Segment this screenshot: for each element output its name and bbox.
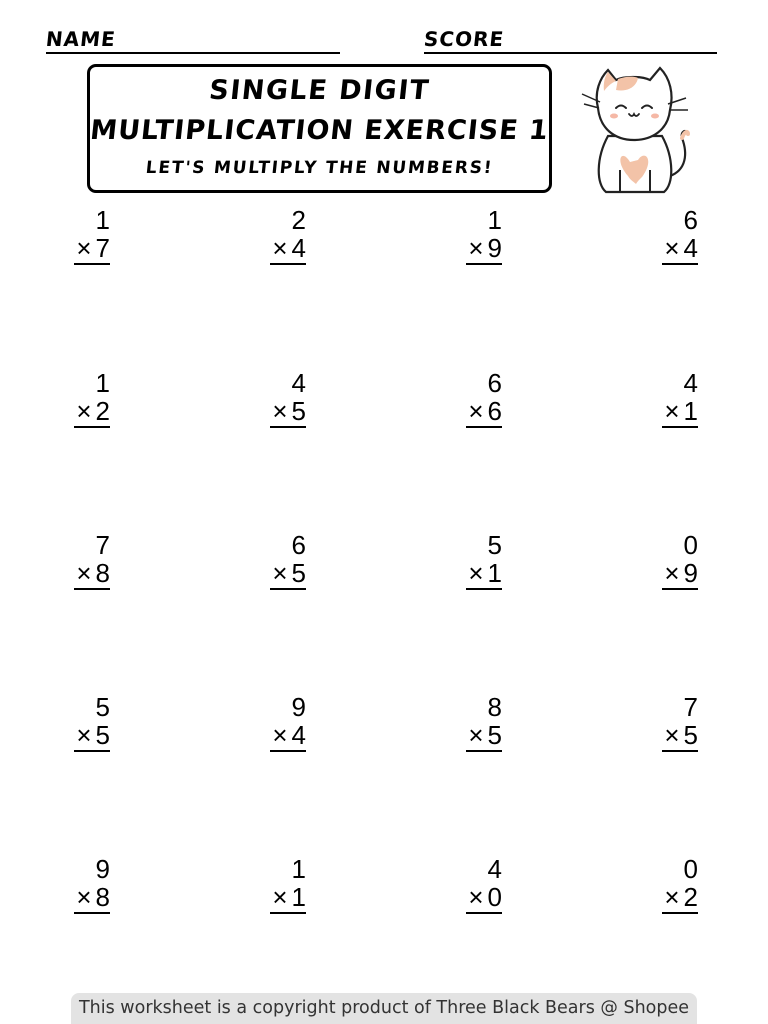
multiplier-row (466, 233, 502, 265)
multiplicand: 1 (487, 205, 502, 235)
times-sign: × (76, 396, 92, 426)
times-sign: × (664, 720, 680, 750)
title-box (87, 64, 552, 193)
multiplicand: 0 (683, 530, 698, 560)
problem-17 (54, 854, 110, 918)
times-sign: × (468, 233, 484, 263)
multiplier-row (74, 882, 110, 914)
problem-18 (250, 854, 306, 918)
multiplier-row (662, 558, 698, 590)
multiplicand: 1 (95, 368, 110, 398)
multiplier: 5 (683, 720, 698, 750)
times-sign: × (272, 396, 288, 426)
times-sign: × (664, 396, 680, 426)
multiplier-row (662, 396, 698, 428)
multiplier-row (74, 720, 110, 752)
problem-13 (54, 692, 110, 756)
multiplier: 2 (95, 396, 110, 426)
multiplier: 8 (95, 882, 110, 912)
multiplier: 5 (95, 720, 110, 750)
problem-3 (446, 205, 502, 269)
multiplicand: 4 (487, 854, 502, 884)
multiplicand: 1 (95, 205, 110, 235)
multiplier-row (270, 720, 306, 752)
multiplier: 5 (291, 558, 306, 588)
multiplicand: 6 (683, 205, 698, 235)
multiplier: 6 (487, 396, 502, 426)
multiplier-row (662, 720, 698, 752)
multiplier-row (270, 558, 306, 590)
problem-1 (54, 205, 110, 269)
name-label: NAME (44, 27, 118, 51)
multiplier: 4 (291, 233, 306, 263)
multiplier-row (662, 882, 698, 914)
times-sign: × (272, 558, 288, 588)
multiplier: 5 (487, 720, 502, 750)
times-sign: × (76, 720, 92, 750)
title-subtitle: LET'S MULTIPLY THE NUMBERS! (144, 158, 495, 178)
title-line-1: SINGLE DIGIT (207, 75, 432, 106)
title-line-2: MULTIPLICATION EXERCISE 1 (88, 115, 551, 146)
score-label: SCORE (422, 27, 506, 51)
multiplier: 0 (487, 882, 502, 912)
multiplicand: 0 (683, 854, 698, 884)
multiplier-row (270, 233, 306, 265)
multiplicand: 5 (487, 530, 502, 560)
times-sign: × (468, 882, 484, 912)
times-sign: × (664, 882, 680, 912)
multiplicand: 9 (291, 692, 306, 722)
times-sign: × (272, 233, 288, 263)
multiplier: 1 (291, 882, 306, 912)
times-sign: × (76, 558, 92, 588)
multiplier: 1 (683, 396, 698, 426)
multiplicand: 7 (95, 530, 110, 560)
multiplicand: 4 (683, 368, 698, 398)
multiplicand: 7 (683, 692, 698, 722)
multiplier-row (466, 882, 502, 914)
multiplicand: 5 (95, 692, 110, 722)
multiplier-row (74, 396, 110, 428)
multiplier: 9 (487, 233, 502, 263)
problem-9 (54, 530, 110, 594)
times-sign: × (468, 558, 484, 588)
times-sign: × (468, 720, 484, 750)
multiplier: 1 (487, 558, 502, 588)
problem-11 (446, 530, 502, 594)
problem-16 (642, 692, 698, 756)
multiplicand: 2 (291, 205, 306, 235)
problem-2 (250, 205, 306, 269)
times-sign: × (76, 882, 92, 912)
multiplier-row (74, 233, 110, 265)
multiplier: 4 (683, 233, 698, 263)
problem-7 (446, 368, 502, 432)
times-sign: × (76, 233, 92, 263)
problem-14 (250, 692, 306, 756)
multiplier: 2 (683, 882, 698, 912)
problem-10 (250, 530, 306, 594)
multiplier: 8 (95, 558, 110, 588)
multiplicand: 6 (291, 530, 306, 560)
multiplicand: 6 (487, 368, 502, 398)
problem-19 (446, 854, 502, 918)
multiplier: 4 (291, 720, 306, 750)
multiplicand: 9 (95, 854, 110, 884)
multiplier: 9 (683, 558, 698, 588)
problem-4 (642, 205, 698, 269)
problem-6 (250, 368, 306, 432)
multiplier-row (74, 558, 110, 590)
problem-5 (54, 368, 110, 432)
problem-20 (642, 854, 698, 918)
multiplier-row (466, 720, 502, 752)
copyright-footer: This worksheet is a copyright product of Three Black Bears @ Shopee (71, 993, 697, 1024)
multiplier: 5 (291, 396, 306, 426)
multiplicand: 8 (487, 692, 502, 722)
times-sign: × (468, 396, 484, 426)
cat-icon (578, 58, 696, 198)
problem-8 (642, 368, 698, 432)
name-field[interactable] (46, 22, 340, 54)
multiplier-row (270, 882, 306, 914)
problem-12 (642, 530, 698, 594)
problem-15 (446, 692, 502, 756)
times-sign: × (272, 882, 288, 912)
multiplier-row (662, 233, 698, 265)
multiplier-row (270, 396, 306, 428)
times-sign: × (272, 720, 288, 750)
multiplier: 7 (95, 233, 110, 263)
multiplicand: 1 (291, 854, 306, 884)
times-sign: × (664, 233, 680, 263)
score-field[interactable] (424, 22, 717, 54)
times-sign: × (664, 558, 680, 588)
multiplicand: 4 (291, 368, 306, 398)
multiplier-row (466, 396, 502, 428)
multiplier-row (466, 558, 502, 590)
